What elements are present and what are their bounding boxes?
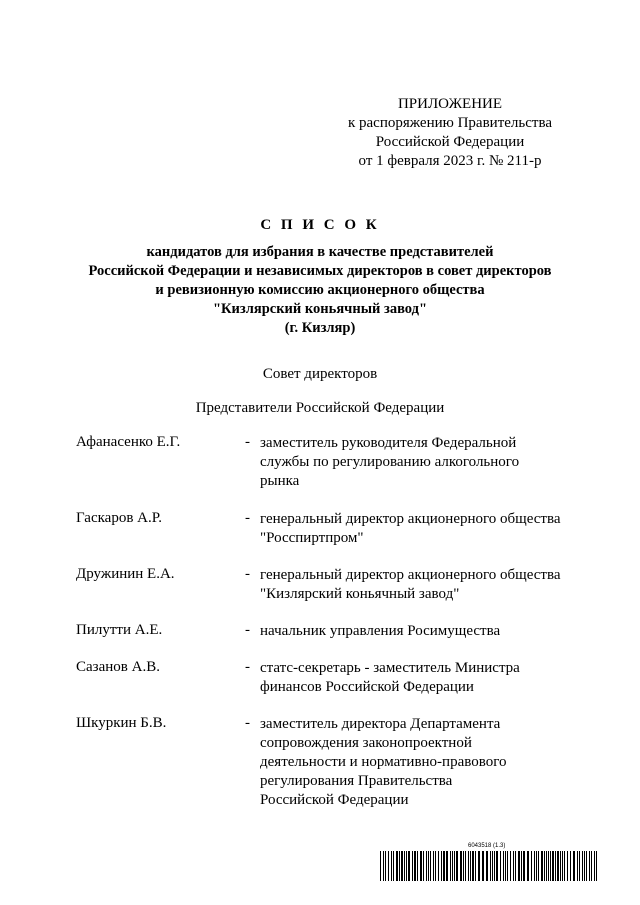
- candidate-dash: -: [245, 510, 250, 526]
- candidate-position: [260, 510, 580, 548]
- position-line: генеральный директор акционерного общества: [260, 511, 561, 527]
- subtitle-line: кандидатов для избрания в качестве представителей: [146, 244, 494, 260]
- candidate-position: [260, 715, 580, 810]
- position-line: статс-секретарь - заместитель Министра: [260, 660, 520, 676]
- position-line: финансов Российской Федерации: [260, 679, 474, 695]
- candidate-position: [260, 659, 580, 697]
- appendix-reference: к распоряжению Правительства: [347, 115, 552, 131]
- candidate-name: Пилутти А.Е.: [76, 622, 163, 638]
- candidate-name: Афанасенко Е.Г.: [76, 434, 181, 450]
- candidate-name: Дружинин Е.А.: [76, 566, 175, 582]
- subtitle-line: и ревизионную комиссию акционерного общества: [155, 282, 485, 298]
- subtitle-line: (г. Кизляр): [284, 320, 356, 336]
- position-line: регулирования Правительства: [260, 773, 453, 789]
- candidate-position: [260, 434, 580, 491]
- position-line: сопровождения законопроектной: [260, 735, 472, 751]
- subtitle-line: Российской Федерации и независимых директоров в совет директоров: [88, 263, 552, 279]
- candidate-position: [260, 566, 580, 604]
- position-line: "Росспиртпром": [260, 530, 364, 546]
- candidate-dash: -: [245, 566, 250, 582]
- subtitle-line: "Кизлярский коньячный завод": [212, 301, 428, 317]
- appendix-title: ПРИЛОЖЕНИЕ: [397, 96, 503, 112]
- appendix-header: [300, 95, 600, 171]
- position-line: заместитель руководителя Федеральной: [260, 435, 517, 451]
- candidate-name: Шкуркин Б.В.: [76, 715, 167, 731]
- position-line: генеральный директор акционерного общества: [260, 567, 561, 583]
- barcode-icon: [380, 851, 600, 881]
- candidate-dash: -: [245, 622, 250, 638]
- subsection-heading-representatives: Представители Российской Федерации: [195, 400, 445, 416]
- position-line: "Кизлярский коньячный завод": [260, 586, 460, 602]
- appendix-authority: Российской Федерации: [375, 134, 525, 150]
- position-line: деятельности и нормативно-правового: [260, 754, 507, 770]
- title-word: С П И С О К: [260, 217, 380, 233]
- candidate-name: Гаскаров А.Р.: [76, 510, 162, 526]
- candidate-dash: -: [245, 715, 250, 731]
- position-line: заместитель директора Департамента: [260, 716, 501, 732]
- document-title: [40, 216, 600, 338]
- candidate-position: [260, 622, 580, 641]
- appendix-date-number: от 1 февраля 2023 г. № 211-р: [358, 153, 542, 169]
- position-line: Российской Федерации: [260, 792, 409, 808]
- position-line: службы по регулированию алкогольного: [260, 454, 520, 470]
- position-line: рынка: [260, 473, 300, 489]
- position-line: начальник управления Росимущества: [260, 623, 501, 639]
- candidate-name: Сазанов А.В.: [76, 659, 160, 675]
- candidate-dash: -: [245, 434, 250, 450]
- candidate-dash: -: [245, 659, 250, 675]
- section-heading-board: Совет директоров: [262, 366, 378, 382]
- document-code: 6043518 (1.3): [468, 843, 506, 849]
